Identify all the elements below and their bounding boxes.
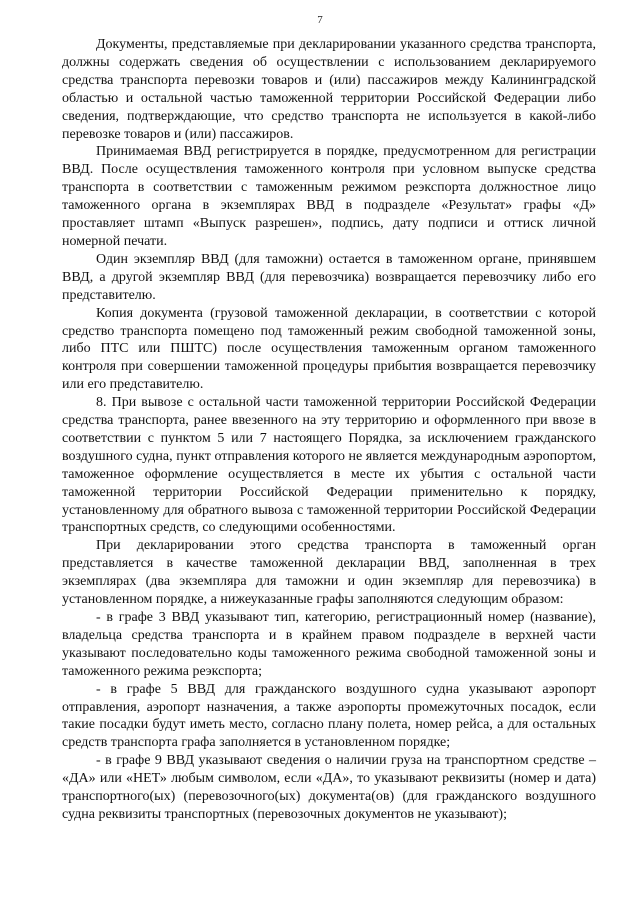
list-item-graph-9: - в графе 9 ВВД указывают сведения о наличии груза на транспортном средстве – «ДА» или «НЕТ» любым символом, если «ДА», то указывают реквизиты (номер и дата) транспортного(ых) (перевозочного(ых) документа(ов) (для гражданского воздушного судна реквизиты транспортных (перевозочных документов не указывают); [62, 753, 596, 822]
paragraph-4: Копия документа (грузовой таможенной декларации, в соответствии с которой средство транспорта помещено под таможенный режим свободной таможенной зоны, либо ПТС или ПШТС) после осуществления таможенным органом таможенного контроля при совершении таможенной процедуры прибытия возвращается перевозчику или его представителю. [62, 305, 596, 393]
page-number: 7 [317, 14, 323, 26]
list-item-graph-3: - в графе 3 ВВД указывают тип, категорию, регистрационный номер (название), владельца средства транспорта и в крайнем правом подразделе в верхней части указывают последовательно коды таможенного режима свободной таможенной зоны и таможенного режима реэкспорта; [62, 610, 596, 679]
list-item-graph-5: - в графе 5 ВВД для гражданского воздушного судна указывают аэропорт отправления, аэропорт назначения, а также аэропорты промежуточных посадок, если такие посадки будут иметь место, согласно плану полета, номер рейса, а для остальных средств транспорта графа заполняется в установленном порядке; [62, 681, 596, 751]
document-body [62, 36, 596, 824]
paragraph-1: Документы, представляемые при декларировании указанного средства транспорта, должны содержать сведения об осуществлении с использованием декларируемого средства транспорта перевозки товаров и (или) пассажиров между Калининградской областью и остальной частью таможенной территории Российской Федерации либо сведения, подтверждающие, что средство транспорта не используется в какой-либо перевозке товаров и (или) пассажиров. [62, 37, 596, 142]
paragraph-3: Один экземпляр ВВД (для таможни) остается в таможенном органе, принявшем ВВД, а другой экземпляр ВВД (для перевозчика) возвращается перевозчику либо его представителю. [62, 251, 596, 303]
paragraph-6: При декларировании этого средства транспорта в таможенный орган представляется в качестве таможенной декларации ВВД, заполненная в трех экземплярах (два экземпляра для таможни и один экземпляр для перевозчика) в установленном порядке, а нижеуказанные графы заполняются следующим образом: [62, 538, 596, 608]
paragraph-2: Принимаемая ВВД регистрируется в порядке, предусмотренном для регистрации ВВД. После осуществления таможенного контроля при условном выпуске средства транспорта в соответствии с таможенным режимом реэкспорта должностное лицо таможенного органа в экземплярах ВВД в подразделе «Результат» графы «Д» проставляет штамп «Выпуск разрешен», подпись, дату подписи и оттиск личной номерной печати. [62, 144, 596, 249]
paragraph-5-item-8: 8. При вывозе с остальной части таможенной территории Российской Федерации средства транспорта, ранее ввезенного на эту территорию и оформленного при ввозе в соответствии с пунктом 5 или 7 настоящего Порядка, за исключением гражданского воздушного судна, пункт отправления которого не является международным аэропортом, таможенное оформление осуществляется в месте их убытия с остальной части таможенной территории Российской Федерации применительно к порядку, установленному для обратного вывоза с таможенной территории Российской Федерации транспортных средств, со следующими особенностями. [62, 395, 596, 536]
